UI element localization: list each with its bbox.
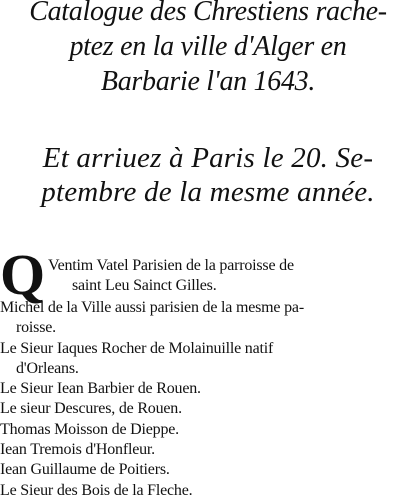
drop-cap: Q [0,242,46,307]
entries-list [0,298,304,495]
entry-line: Le Sieur Iaques Rocher de Molainuille natif [0,339,274,357]
entry-line-continued: roisse. [16,319,56,337]
catalogue-title [0,0,416,99]
subtitle-line-2: ptembre de la mesme année. [41,176,375,208]
list-item [0,379,304,399]
title-line-2: ptez en la ville d'Alger en [69,31,347,62]
entry-first [48,256,294,297]
list-item [0,399,304,419]
entry-line-continued: d'Orleans. [16,359,79,377]
title-line-1: Catalogue des Chrestiens rache- [29,0,387,27]
entry-line: Thomas Moisson de Dieppe. [0,420,179,438]
entry-line: Iean Guillaume de Poitiers. [0,461,170,479]
entry-line: Iean Tremois d'Honfleur. [0,441,155,459]
arrival-subtitle [0,141,416,209]
title-line-3: Barbarie l'an 1643. [100,66,316,97]
entry-line: Michel de la Ville aussi parisien de la mesme pa- [0,299,304,316]
entry-line: Le Sieur des Bois de la Fleche. [0,481,193,495]
list-item [0,420,304,440]
entry-first-line-2: saint Leu Sainct Gilles. [72,277,217,295]
subtitle-line-1: Et arriuez à Paris le 20. Se- [42,142,374,174]
list-item [0,481,304,495]
entry-line: Le Sieur Iean Barbier de Rouen. [0,380,201,398]
entry-first-line-1: Ventim Vatel Parisien de la parroisse de [48,257,294,274]
list-item [0,298,304,339]
list-item [0,460,304,480]
entry-line: Le sieur Descures, de Rouen. [0,400,182,418]
list-item [0,339,304,380]
list-item [0,440,304,460]
